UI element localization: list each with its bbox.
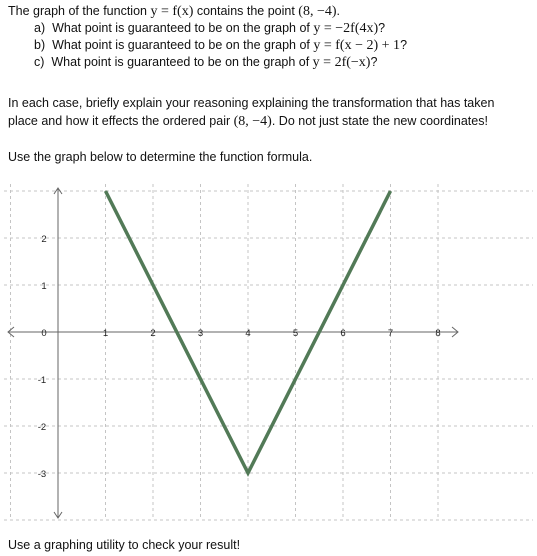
instructions-line-2 (8, 114, 488, 129)
question-c-text: What point is guaranteed to be on the graph of (51, 55, 313, 69)
question-b-formula: y = f(x − 2) + 1 (313, 38, 401, 53)
y-tick-label: 1 (41, 281, 47, 292)
instructions-line-2-suffix: . Do not just state the new coordinates! (271, 114, 488, 128)
intro-suffix: . (336, 4, 341, 18)
footer-note: Use a graphing utility to check your result! (8, 538, 241, 552)
instructions-point: (8, −4) (233, 114, 272, 129)
question-c (34, 55, 377, 70)
function-graph (0, 180, 537, 525)
x-tick-label: 4 (245, 328, 251, 339)
question-a-label: a) (34, 21, 46, 35)
question-a-formula: y = −2f(4x) (313, 21, 379, 36)
given-point: (8, −4) (298, 4, 337, 19)
x-tick-label: 7 (387, 328, 394, 339)
tick-labels (38, 234, 441, 480)
x-tick-label: 5 (292, 328, 299, 339)
question-c-formula: y = 2f(−x) (312, 55, 371, 70)
intro-mid: contains the point (193, 4, 299, 18)
intro-prefix: The graph of the function (8, 4, 151, 18)
problem-intro (8, 4, 340, 19)
function-notation: y = f(x) (150, 4, 194, 19)
question-b-label: b) (34, 38, 46, 52)
instructions-line-1: In each case, briefly explain your reasoning explaining the transformation that has taken (8, 96, 495, 110)
question-a-end: ? (378, 21, 386, 35)
question-c-label: c) (34, 55, 45, 69)
y-tick-label: -3 (37, 469, 47, 480)
grid-lines (4, 184, 533, 520)
y-tick-label: -2 (37, 422, 47, 433)
y-tick-label: -1 (37, 375, 47, 386)
question-b-end: ? (400, 38, 408, 52)
x-tick-label: 6 (340, 328, 346, 339)
x-tick-label: 8 (435, 328, 441, 339)
question-c-end: ? (370, 55, 378, 69)
question-b-text: What point is guaranteed to be on the graph of (52, 38, 314, 52)
question-b (34, 38, 407, 53)
origin-label: 0 (41, 328, 47, 339)
question-a (34, 21, 385, 36)
graph-prompt: Use the graph below to determine the function formula. (8, 150, 313, 164)
question-a-text: What point is guaranteed to be on the graph of (52, 21, 314, 35)
instructions-line-2-prefix: place and how it effects the ordered pair (8, 114, 234, 128)
y-tick-label: 2 (41, 234, 47, 245)
x-tick-label: 2 (150, 328, 156, 339)
x-tick-label: 1 (102, 328, 109, 339)
x-tick-label: 3 (197, 328, 204, 339)
